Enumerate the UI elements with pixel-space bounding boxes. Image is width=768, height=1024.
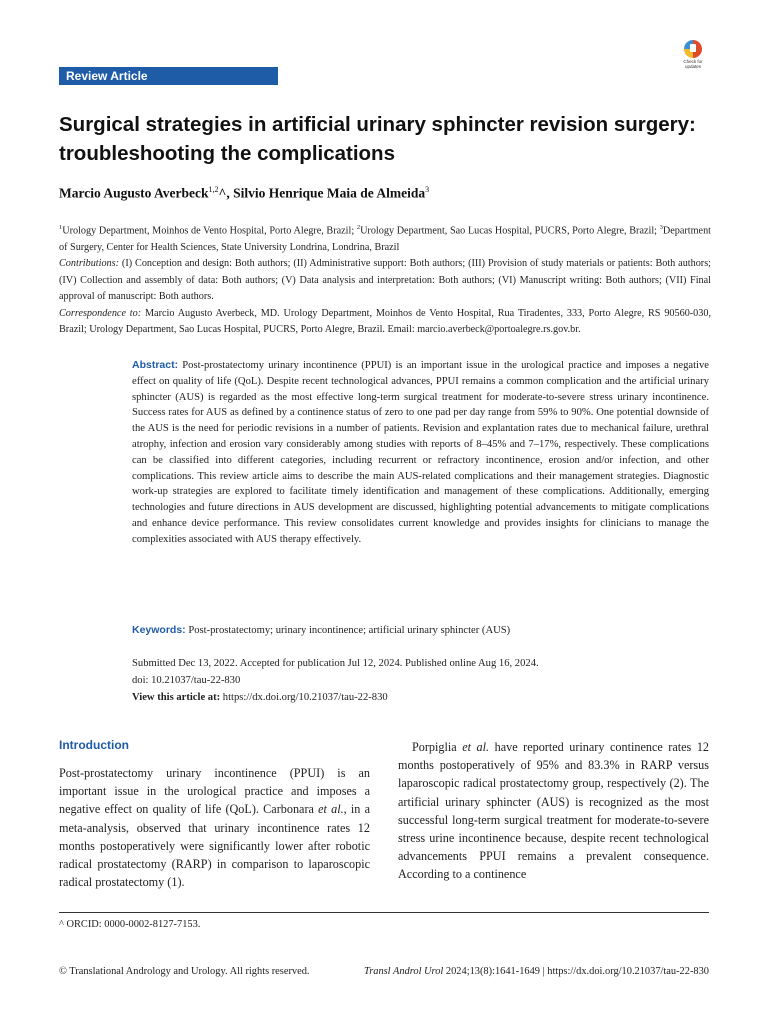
view-article-line [132,689,709,706]
author-separator: , [226,185,234,201]
keywords-text: Post-prostatectomy; urinary incontinence; artificial urinary sphincter (AUS) [185,625,511,636]
body-column-right: Porpiglia et al. have reported urinary continence rates 12 months postoperatively of 95% and 83.3% in RARP versus laparoscopic radical prostatectomy group, respectively (2). The artificial urinary sphincter (AUS) is recognized as the most successful long-term surgical treatment for moderate-to-severe stress urine incontinence because, despite recent technological advancements PPUI remains a prevalent consequence. According to a continence [398,740,710,882]
view-article-link[interactable]: https://dx.doi.org/10.21037/tau-22-830 [220,692,388,703]
affiliations: $^1$Urology Department, Moinhos de Vento Hospital, Porto Alegre, Brazil; $^2$Urology Department, Sao Lucas Hospital, PUCRS, Porto Alegre, Brazil; $^3$Department of Surgery, Center for Health Sciences, State University Londrina, Londrina, Brazil [59,224,711,253]
front-matter [59,220,711,339]
doi: doi: 10.21037/tau-22-830 [132,675,241,686]
article-title: Surgical strategies in artificial urinary sphincter revision surgery: troubleshooting the complications [59,113,696,165]
footer-copyright: © Translational Andrology and Urology. All rights reserved. [59,966,310,977]
submission-dates: Submitted Dec 13, 2022. Accepted for publication Jul 12, 2024. Published online Aug 16, 2024. [132,658,539,669]
publication-info [132,655,709,706]
keywords-label: Keywords: [132,624,186,636]
contributions: Contributions: (I) Conception and design: Both authors; (II) Administrative support: Both authors; (III) Provision of study materials or patients: Both authors; (IV) Collection and assembly of data: Both authors; (V) Data analysis and interpretation: Both authors; (VI) Manuscript writing: Both authors; (VII) Final approval of manuscript: Both authors. [59,258,711,303]
abstract [132,358,709,548]
footer-citation: Transl Androl Urol 2024;13(8):1641-1649 | https://dx.doi.org/10.21037/tau-22-830 [364,966,709,977]
check-for-updates-icon [684,40,702,58]
check-for-updates-button[interactable] [678,40,708,72]
author-affiliation-sup: 3 [425,185,430,194]
author-name[interactable]: Silvio Henrique Maia de Almeida [233,185,426,201]
section-heading-introduction: Introduction [59,738,129,752]
check-for-updates-label: Check for updates [683,59,703,69]
correspondence: Correspondence to: Marcio Augusto Averbeck, MD. Urology Department, Moinhos de Vento Hospital, Rua Tiradentes, 333, Porto Alegre, RS 90560-030, Brazil; Urology Department, Sao Lucas Hospital, PUCRS, Porto Alegre, Brazil. Email: marcio.averbeck@portoalegre.rs.gov.br. [59,307,712,336]
orcid-marker: ^ [218,185,227,201]
orcid-footnote: ^ ORCID: 0000-0002-8127-7153. [59,919,201,930]
keywords [132,622,709,639]
view-article-label: View this article at: [132,692,221,703]
body-column-left: Post-prostatectomy urinary incontinence (PPUI) is an important issue in the urological practice and imposes a negative effect on quality of life (QoL). Carbonara et al., in a meta-analysis, observed that urinary incontinence rates 12 months postoperatively were significantly lower after robotic radical prostatectomy (RARP) in comparison to laparoscopic radical prostatectomy (1). [59,766,371,890]
footnote-divider [59,912,709,913]
author-affiliation-sup: 1,2 [208,185,219,194]
abstract-text: Post-prostatectomy urinary incontinence (PPUI) is an important issue in the urological practice and imposes a negative effect on quality of life (QoL). Despite recent technological advances, PPUI remains a common complication and the artificial urinary sphincter (AUS) is regarded as the most effective long-term surgical treatment for moderate-to-severe stress urinary incontinence. Success rates for AUS as defined by a continence status of zero to one pad per day range from 59% to 90%. One potential downside of the AUS is the need for periodic revisions in a number of patients. Revision and explantation rates due to mechanical failure, urethral atrophy, infection and erosion vary considerably among studies with reports of 8–45% and 7–17%, respectively. These complications can be classified into different categories, including recurrent or refractory incontinence, erosion and/or infection, and other complications. This review article aims to describe the main AUS-related complications and their management strategies. Diagnostic work-up strategies are explored to facilitate timely identification and management of these complications. Additionally, emerging technologies and future directions in AUS development are discussed, highlighting potential advancements to mitigate complications and enhance device performance. This review consolidates current knowledge and provides insights for clinicians to manage the complexities associated with AUS therapy effectively. [132,360,709,545]
article-type-badge: Review Article [59,67,278,85]
author-name[interactable]: Marcio Augusto Averbeck [59,185,209,201]
abstract-label: Abstract: [132,359,179,371]
author-list [59,185,429,202]
